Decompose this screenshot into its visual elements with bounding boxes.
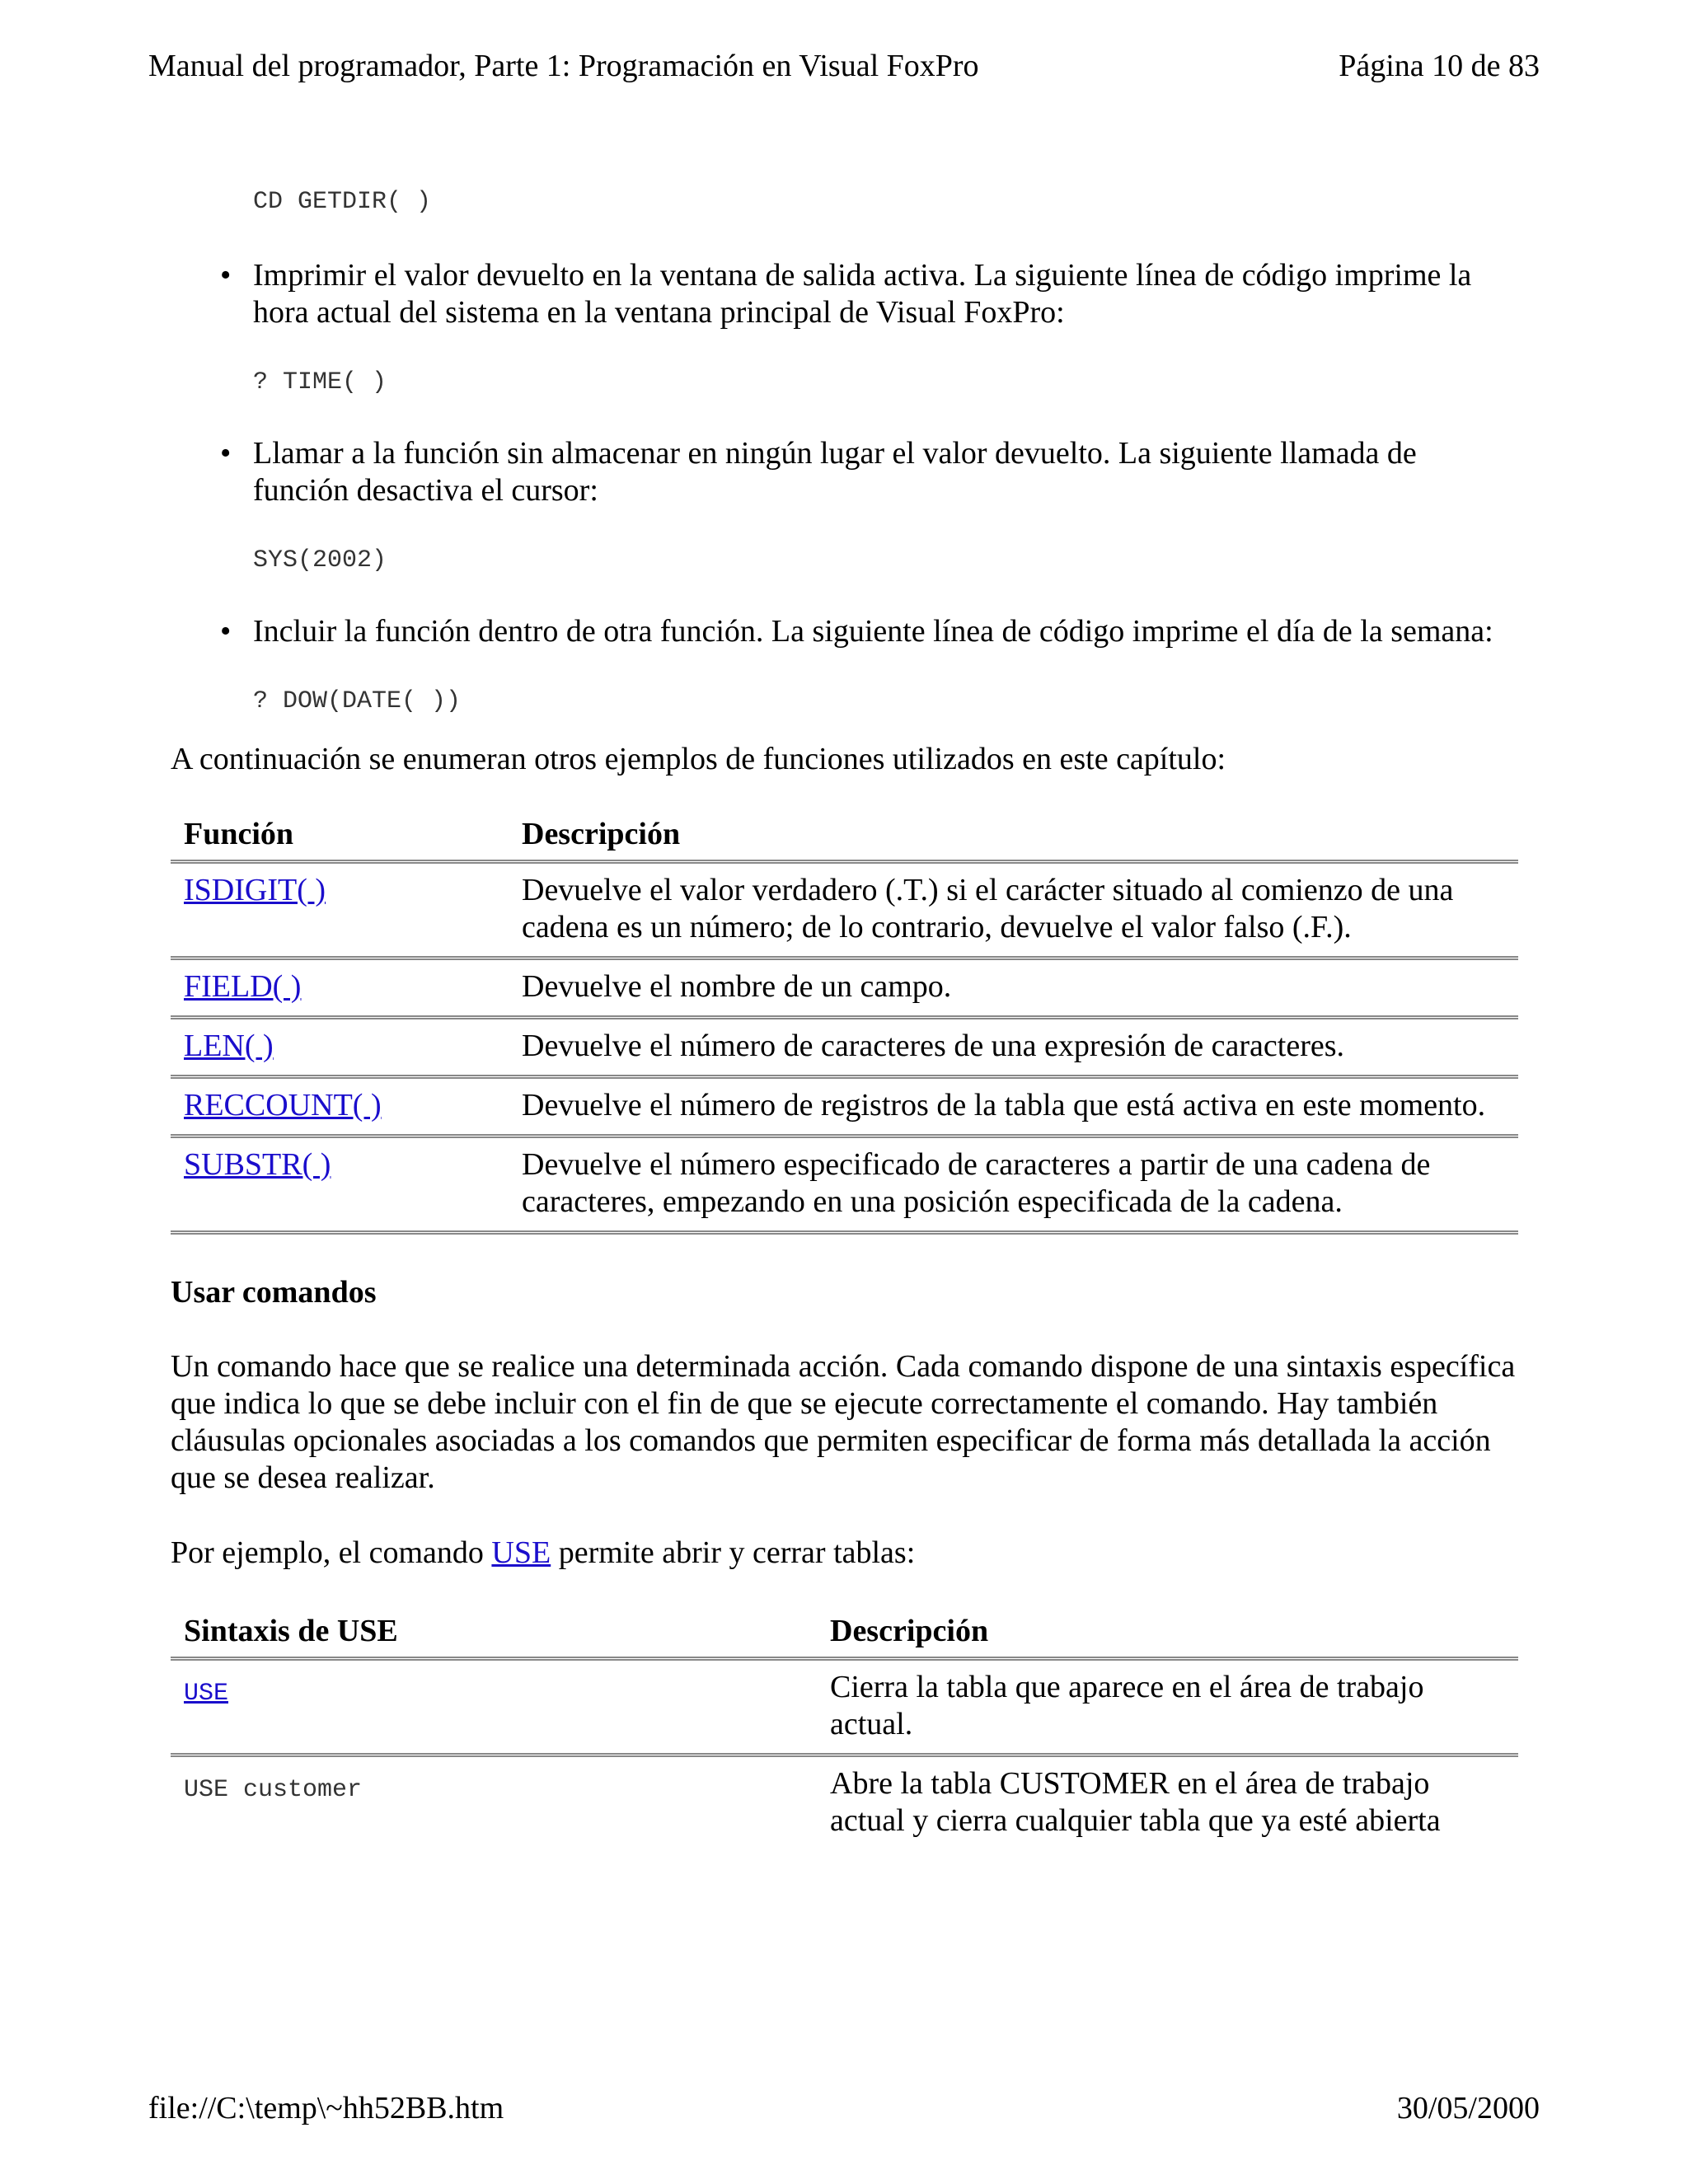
table-row [171,1137,1518,1233]
table-row [171,1077,1518,1137]
use-syntax-link[interactable]: USE [184,1680,229,1708]
example-sentence: Por ejemplo, el comando USE permite abrir y cerrar tablas: [171,1535,916,1570]
column-header-function: Función [171,811,509,862]
len-link[interactable]: LEN( ) [184,1029,274,1063]
main-content [171,180,1518,1849]
use-link[interactable]: USE [491,1535,551,1570]
bullet-list-3 [171,613,1518,650]
function-description: Devuelve el número especificado de caracteres a partir de una cadena de caracteres, empezando en una posición especificada de la cadena. [509,1137,1518,1233]
table-row [171,1659,1518,1755]
print-date: 30/05/2000 [1396,2091,1540,2125]
functions-table [171,811,1518,1235]
commands-paragraph: Un comando hace que se realice una determinada acción. Cada comando dispone de una sintaxis específica que indica lo que se debe incluir con el fin de que se ejecute correctamente el comando. Hay también cláusulas opcionales asociadas a los comandos que permiten especificar de forma más detallada la acción que se desea realizar. [171,1349,1516,1495]
bullet-list-2 [171,435,1518,509]
bullet-icon: • [220,614,232,649]
table-row [171,862,1518,958]
code-line-time: ? TIME( ) [253,368,387,396]
section-heading: Usar comandos [171,1275,377,1310]
use-syntax-table [171,1608,1518,1849]
isdigit-link[interactable]: ISDIGIT( ) [184,873,326,907]
page-number: Página 10 de 83 [1339,49,1540,83]
code-line-sys: SYS(2002) [253,546,387,574]
functions-intro: A continuación se enumeran otros ejemplos de funciones utilizados en este capítulo: [171,742,1226,776]
list-item: • Incluir la función dentro de otra función. La siguiente línea de código imprime el día de la semana: [220,614,1493,649]
table-header-row [171,811,1518,862]
field-link[interactable]: FIELD( ) [184,969,302,1004]
column-header-description: Descripción [817,1608,1518,1659]
function-description: Devuelve el nombre de un campo. [509,958,1518,1018]
function-description: Devuelve el valor verdadero (.T.) si el carácter situado al comienzo de una cadena es un número; de lo contrario, devuelve el valor falso (.F.). [509,862,1518,958]
use-customer-syntax: USE customer [184,1776,363,1804]
column-header-description: Descripción [509,811,1518,862]
function-description: Devuelve el número de caracteres de una expresión de caracteres. [509,1018,1518,1077]
list-item: • Imprimir el valor devuelto en la ventana de salida activa. La siguiente línea de código imprime la hora actual del sistema en la ventana principal de Visual FoxPro: [220,258,1472,330]
column-header-syntax: Sintaxis de USE [171,1608,817,1659]
document-title: Manual del programador, Parte 1: Programación en Visual FoxPro [148,49,979,83]
bullet-icon: • [220,258,232,293]
list-item: • Llamar a la función sin almacenar en ningún lugar el valor devuelto. La siguiente llamada de función desactiva el cursor: [220,436,1417,508]
bullet-list-1 [171,257,1518,331]
reccount-link[interactable]: RECCOUNT( ) [184,1088,382,1122]
function-description: Devuelve el número de registros de la tabla que está activa en este momento. [509,1077,1518,1137]
file-path: file://C:\temp\~hh52BB.htm [148,2091,504,2125]
code-line-dow: ? DOW(DATE( )) [253,687,462,715]
table-row [171,1018,1518,1077]
table-row [171,1755,1518,1850]
syntax-description: Abre la tabla CUSTOMER en el área de trabajo actual y cierra cualquier tabla que ya esté abierta [830,1766,1441,1838]
code-line-cd: CD GETDIR( ) [253,188,432,216]
table-row [171,958,1518,1018]
bullet-icon: • [220,436,232,471]
syntax-description: Cierra la tabla que aparece en el área de trabajo actual. [817,1659,1518,1755]
table-header-row [171,1608,1518,1659]
substr-link[interactable]: SUBSTR( ) [184,1147,331,1182]
